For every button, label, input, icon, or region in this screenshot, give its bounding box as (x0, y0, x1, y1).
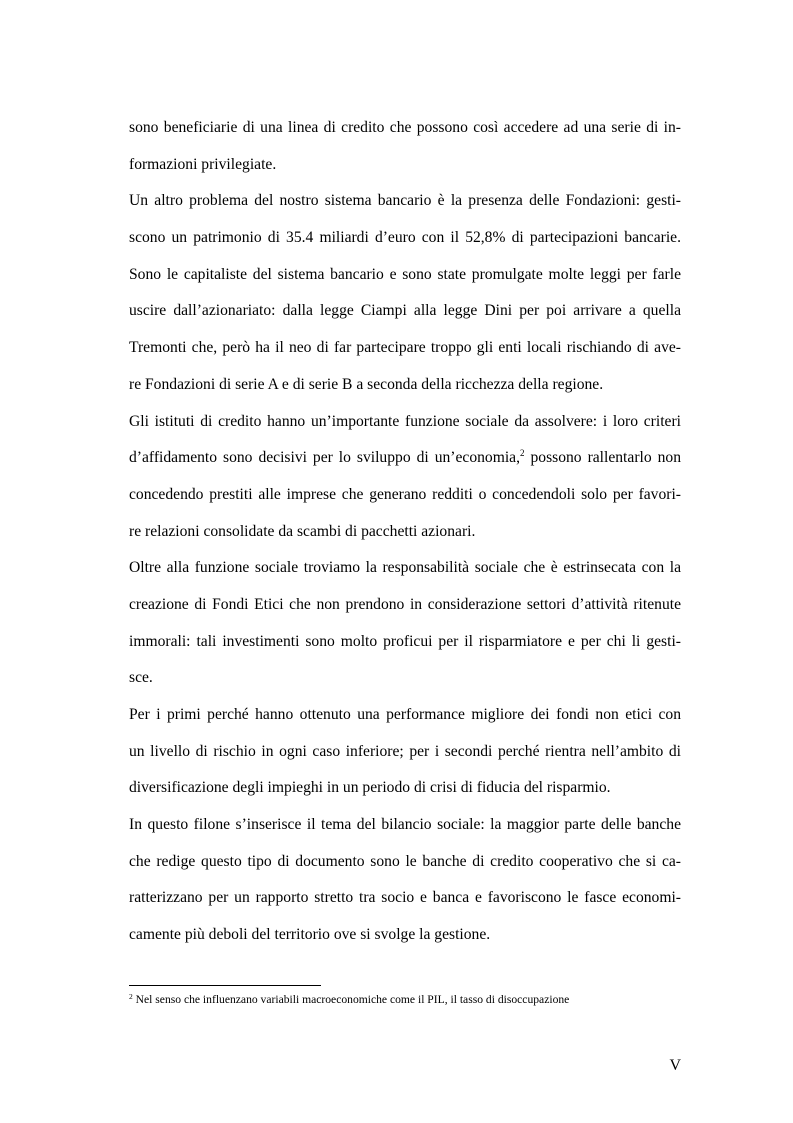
footnote-reference[interactable]: 2 (520, 448, 525, 459)
text-segment: d’affidamento sono decisivi per lo sviluppo di un’economia, (129, 449, 520, 467)
text-line: creazione di Fondi Etici che non prendono in considerazione settori d’attività ritenute (129, 595, 681, 613)
text-segment: possono rallentarlo non (524, 449, 682, 467)
text-line: che redige questo tipo di documento sono le banche di credito cooperativo che si ca- (129, 852, 681, 870)
text-line: Tremonti che, però ha il neo di far partecipare troppo gli enti locali rischiando di ave- (129, 339, 681, 357)
text-line: immorali: tali investimenti sono molto proficui per il risparmiatore e per chi li gesti- (129, 632, 681, 650)
text-line: formazioni privilegiate. (129, 155, 277, 173)
footnote (129, 992, 681, 1008)
text-line: un livello di rischio in ogni caso inferiore; per i secondi perché rientra nell’ambito di (129, 742, 681, 760)
text-line: sono beneficiarie di una linea di credito che possono così accedere ad una serie di in- (129, 119, 681, 136)
text-line-with-footnote-ref (129, 440, 681, 477)
text-line: re relazioni consolidate da scambi di pacchetti azionari. (129, 522, 476, 540)
text-line: camente più deboli del territorio ove si svolge la gestione. (129, 926, 491, 944)
text-line: Oltre alla funzione sociale troviamo la responsabilità sociale che è estrinsecata con la (129, 559, 681, 577)
text-line: Per i primi perché hanno ottenuto una performance migliore dei fondi non etici con (129, 706, 681, 723)
page-number: V (669, 1057, 681, 1074)
footnote-text: Nel senso che influenzano variabili macroeconomiche come il PIL, il tasso di disoccupazione (132, 993, 570, 1006)
text-line: sce. (129, 669, 153, 687)
text-line: concedendo prestiti alle imprese che generano redditi o concedendoli solo per favori- (129, 485, 681, 503)
text-line: scono un patrimonio di 35.4 miliardi d’euro con il 52,8% di partecipazioni bancarie. (129, 229, 681, 247)
text-line: ratterizzano per un rapporto stretto tra socio e banca e favoriscono le fasce economi- (129, 889, 681, 907)
text-line: Un altro problema del nostro sistema bancario è la presenza delle Fondazioni: gesti- (129, 192, 681, 210)
body-text (129, 110, 681, 954)
text-line: uscire dall’azionariato: dalla legge Ciampi alla legge Dini per poi arrivare a quella (129, 302, 681, 320)
text-line: Gli istituti di credito hanno un’importante funzione sociale da assolvere: i loro criteri (129, 412, 681, 430)
text-line: diversificazione degli impieghi in un periodo di crisi di fiducia del risparmio. (129, 779, 611, 797)
footnote-separator (129, 985, 321, 986)
text-line: re Fondazioni di serie A e di serie B a seconda della ricchezza della regione. (129, 375, 604, 393)
text-line: Sono le capitaliste del sistema bancario e sono state promulgate molte leggi per farle (129, 265, 681, 283)
text-line: In questo filone s’inserisce il tema del bilancio sociale: la maggior parte delle banche (129, 816, 681, 834)
footnote-marker: 2 (129, 992, 133, 1001)
